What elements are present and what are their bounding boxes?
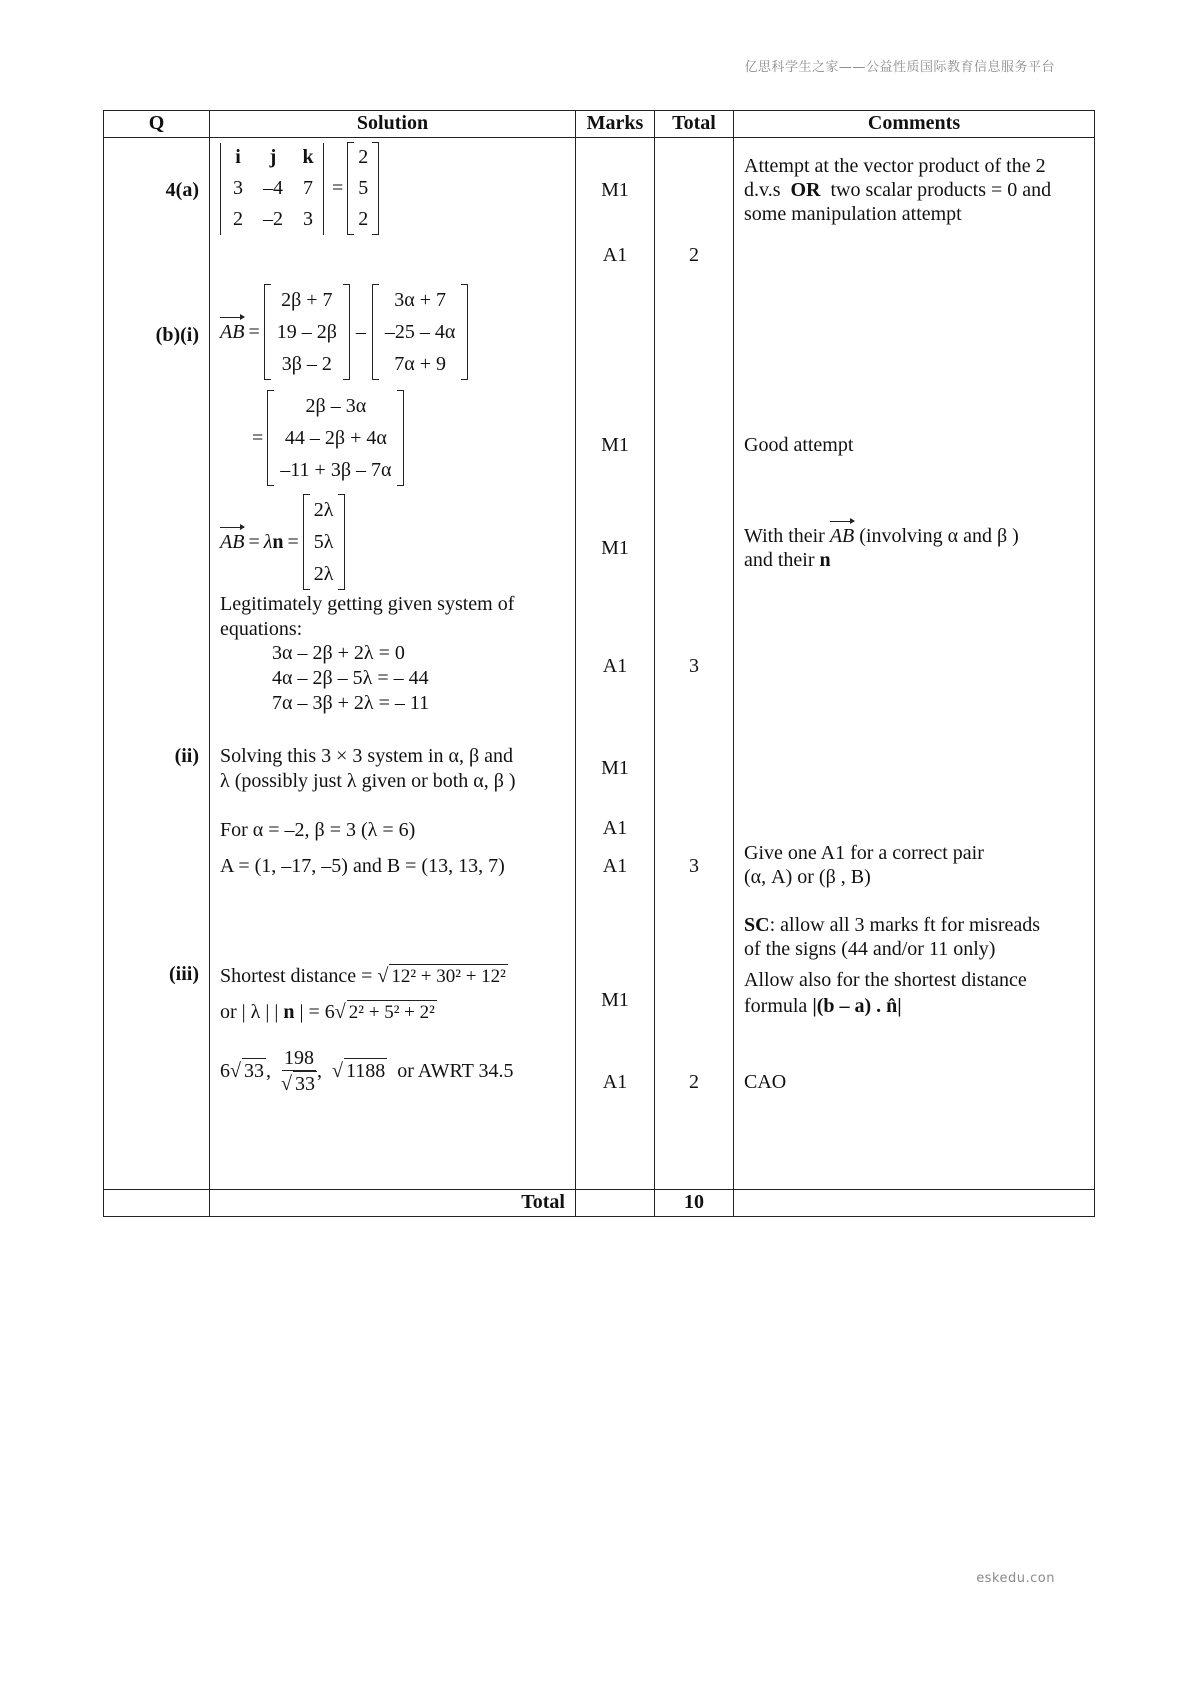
ab-lambda-n: AB = λ n = 2λ 5λ 2λ: [220, 494, 345, 590]
or-pre: or | λ | |: [220, 1001, 284, 1023]
comment-1a: Attempt at the vector product of the 2: [744, 155, 1046, 177]
mark-cell: M1: [601, 537, 629, 559]
c1b-pre: d.v.s: [744, 179, 791, 201]
vec-cell: 5λ: [313, 531, 334, 553]
vec-cell: 5: [358, 177, 369, 199]
c3b-n: n: [819, 549, 831, 571]
header-comments: Comments: [734, 111, 1095, 138]
total-cell: 3: [689, 855, 699, 877]
header-solution: Solution: [210, 111, 576, 138]
vec-cell: 2λ: [313, 563, 334, 585]
determinant-grid: [223, 142, 323, 235]
shortest-label: Shortest distance =: [220, 965, 378, 987]
comment-4b: (α, A) or (β , B): [744, 866, 871, 888]
det-cell: j: [269, 146, 277, 168]
vec-cell: 2: [358, 146, 369, 168]
c3-post: (involving α and β ): [854, 525, 1019, 547]
total-cell: 2: [689, 244, 699, 266]
comment-7: CAO: [744, 1071, 787, 1093]
det-cell: 7: [303, 177, 313, 199]
comment-4a: Give one A1 for a correct pair: [744, 842, 984, 864]
mark-cell: A1: [602, 1071, 628, 1093]
lambda-vector: [303, 494, 345, 590]
final-b-root: 1188: [345, 1060, 386, 1082]
solving-text-2: λ (possibly just λ given or both α, β ): [220, 770, 516, 792]
header-q: Q: [104, 111, 210, 138]
total-row-marks: [576, 1190, 655, 1217]
solution-column: [210, 138, 576, 1190]
marks-column: [576, 138, 655, 1190]
total-row-value: 10: [655, 1190, 734, 1217]
mark-cell: M1: [601, 434, 629, 456]
mark-cell: M1: [601, 179, 629, 201]
for-values: For α = –2, β = 3 (λ = 6): [220, 819, 416, 841]
comment-6b: [744, 994, 902, 1019]
header-row: [104, 111, 1095, 138]
legit-text: Legitimately getting given system of equations:: [220, 593, 515, 640]
c6b-formula: |(b – a) . n̂|: [812, 995, 902, 1017]
mark-cell: M1: [601, 989, 629, 1011]
comment-5a: [744, 913, 1040, 938]
shortest-radicand: 12² + 30² + 12²: [391, 966, 506, 987]
vec-cell: 2β + 7: [281, 289, 333, 311]
comment-1c: some manipulation attempt: [744, 203, 962, 225]
comment-2: Good attempt: [744, 434, 854, 456]
body-row: [104, 138, 1095, 1190]
c6b-pre: formula: [744, 995, 813, 1017]
footer-site: eskedu.con: [976, 1571, 1055, 1586]
c3-pre: With their: [744, 525, 830, 547]
det-cell: –2: [263, 208, 283, 230]
vec-cell: –25 – 4α: [384, 321, 456, 343]
final-a-root: 33: [243, 1060, 264, 1082]
q-label-4a: 4(a): [165, 179, 199, 201]
total-row: [104, 1190, 1095, 1217]
or-radicand: 2² + 5² + 2²: [348, 1002, 435, 1023]
total-cell: 3: [689, 655, 699, 677]
total-column: [655, 138, 734, 1190]
mark-scheme-table: [103, 110, 1095, 1217]
mark-cell: A1: [602, 655, 628, 677]
total-row-label: Total: [210, 1190, 576, 1217]
vec-cell: 19 – 2β: [276, 321, 337, 343]
comment-6a: Allow also for the shortest distance: [744, 969, 1027, 991]
final-a: 6: [220, 1059, 230, 1082]
c1b-post: two scalar products = 0 and: [820, 179, 1052, 201]
solving-text-1: Solving this 3 × 3 system in α, β and: [220, 745, 514, 767]
final-tail: or AWRT 34.5: [387, 1059, 514, 1082]
det-cell: 3: [233, 177, 243, 199]
c3-ab: AB: [829, 525, 855, 547]
ab-difference-vector: [267, 390, 404, 486]
ab-subtraction: AB = 2β + 7 19 – 2β 3β – 2 – 3α + 7 –25 – 4α 7α + 9: [220, 284, 468, 380]
vec-cell: 2λ: [313, 499, 334, 521]
vec-cell: 2: [358, 208, 369, 230]
c5-bold: SC: [744, 914, 770, 936]
c3b-pre: and their: [744, 549, 820, 571]
final-num: 198: [283, 1047, 314, 1069]
vec-cell: 44 – 2β + 4α: [284, 427, 387, 449]
final-answers: 6 √ 33 , $\frac{198}{√ 33}$ , √ 1188 or AWRT 34.5: [220, 1047, 514, 1095]
vec-cell: 3α + 7: [394, 289, 447, 311]
vec-cell: 2β – 3α: [305, 395, 367, 417]
final-fraction: $\frac{198}{√ 33}$: [280, 1047, 315, 1095]
or-mid: | = 6: [294, 1001, 335, 1023]
det-result-vector: [347, 142, 379, 235]
c1b-bold: OR: [790, 179, 821, 201]
comment-3b: [744, 548, 831, 573]
equation-1: 3α – 2β + 2λ = 0: [272, 642, 405, 664]
mark-cell: A1: [602, 855, 628, 877]
vec-cell: 3β – 2: [281, 353, 332, 375]
q-column: [104, 138, 210, 1190]
determinant-expression: i j k 3 –4 7 2 –2 3 = 2 5 2: [220, 142, 379, 235]
c5a: : allow all 3 marks ft for misreads: [769, 914, 1041, 936]
det-cell: i: [235, 146, 241, 168]
final-den-root: 33: [294, 1073, 315, 1095]
shortest-distance: Shortest distance = √ 12² + 30² + 12²: [220, 965, 506, 987]
header-total: Total: [655, 111, 734, 138]
mark-cell: A1: [602, 817, 628, 839]
total-cell: 2: [689, 1071, 699, 1093]
ab-points: A = (1, –17, –5) and B = (13, 13, 7): [220, 855, 505, 877]
ab-vector-2: [372, 284, 468, 380]
watermark: 亿思科学生之家——公益性质国际教育信息服务平台: [744, 60, 1055, 75]
header-marks: Marks: [576, 111, 655, 138]
det-cell: –4: [263, 177, 283, 199]
total-row-comments: [734, 1190, 1095, 1217]
comments-column: [734, 138, 1095, 1190]
comment-3a: [744, 524, 1019, 549]
q-label-iii: (iii): [169, 963, 199, 985]
comment-1b: [744, 178, 1051, 203]
q-label-ii: (ii): [174, 745, 199, 767]
vec-cell: –11 + 3β – 7α: [280, 459, 392, 481]
or-line: or | λ | | n | = 6√ 2² + 5² + 2²: [220, 1001, 435, 1023]
det-cell: k: [302, 146, 314, 168]
ab-vector-1: [264, 284, 350, 380]
q-label-bi: (b)(i): [155, 324, 199, 346]
det-cell: 2: [233, 208, 243, 230]
equation-2: 4α – 2β – 5λ = – 44: [272, 667, 429, 689]
ab-difference: = 2β – 3α 44 – 2β + 4α –11 + 3β – 7α: [252, 390, 404, 486]
vec-cell: 7α + 9: [394, 353, 447, 375]
mark-cell: M1: [601, 757, 629, 779]
or-n: n: [283, 1001, 295, 1023]
det-cell: 3: [303, 208, 313, 230]
comment-5b: of the signs (44 and/or 11 only): [744, 938, 996, 960]
equation-3: 7α – 3β + 2λ = – 11: [272, 692, 430, 714]
mark-cell: A1: [602, 244, 628, 266]
total-row-q: [104, 1190, 210, 1217]
